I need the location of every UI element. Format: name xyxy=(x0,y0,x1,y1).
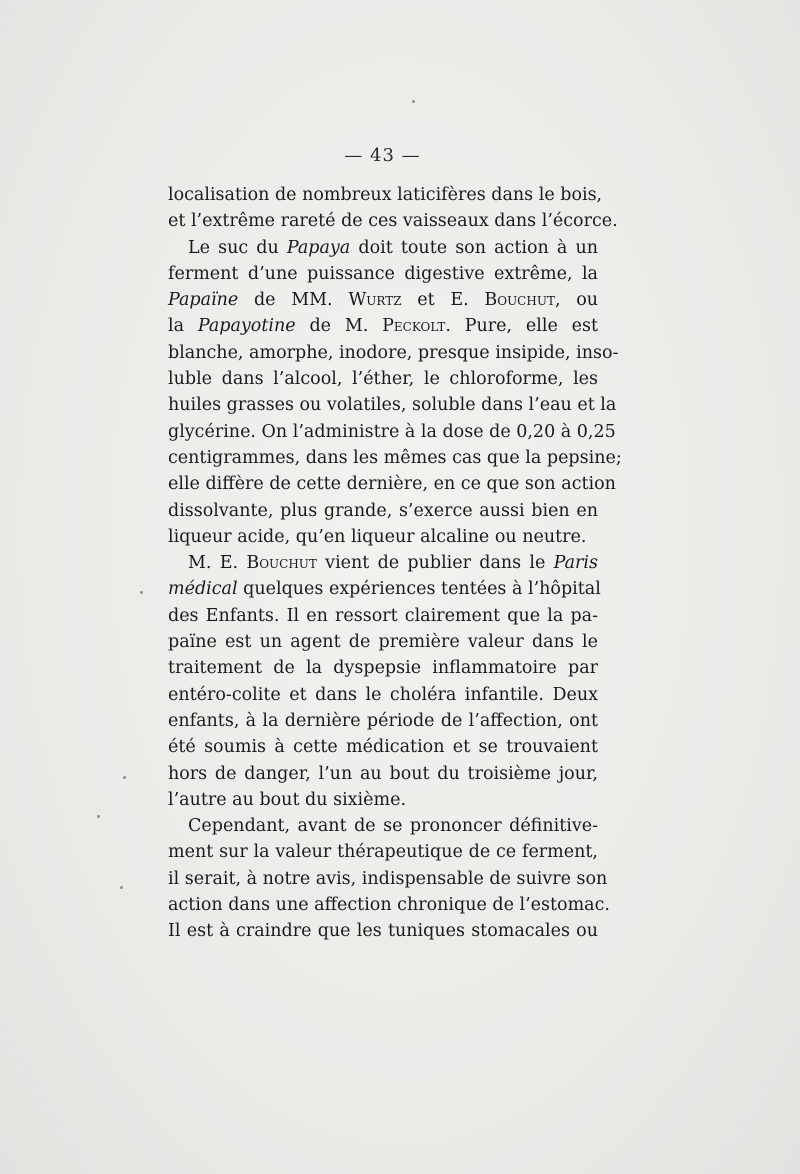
text-line: Il est à craindre que les tuniques stomacales ou xyxy=(168,921,598,942)
text-line: luble dans l’alcool, l’éther, le chloroforme, les xyxy=(168,369,598,390)
text-line: l’autre au bout du sixième. xyxy=(168,789,407,810)
paragraph-start-line: Cependant, avant de se prononcer définitive- xyxy=(188,816,598,837)
body-text xyxy=(168,182,622,945)
text-line: des Enfants. Il en ressort clairement que la pa- xyxy=(168,605,598,626)
text-line: médical quelques expériences tentées à l’hôpital xyxy=(168,579,601,600)
paper-speck xyxy=(120,886,123,889)
text-line: action dans une affection chronique de l’estomac. xyxy=(168,895,610,916)
text-line: ment sur la valeur thérapeutique de ce ferment, xyxy=(168,842,598,863)
text-line: Papaïne de MM. Wurtz et E. Bouchut, ou xyxy=(168,290,599,311)
paper-speck xyxy=(97,815,100,818)
text-line: huiles grasses ou volatiles, soluble dans l’eau et la xyxy=(168,395,617,416)
paragraph-start-line: M. E. Bouchut vient de publier dans le Paris xyxy=(188,553,598,574)
text-line: la Papayotine de M. Peckolt. Pure, elle est xyxy=(168,316,598,337)
text-line: localisation de nombreux laticifères dans le bois, xyxy=(168,185,603,205)
text-line: centigrammes, dans les mêmes cas que la pepsine; xyxy=(168,447,622,468)
paper-speck xyxy=(412,100,415,103)
text-line: enfants, à la dernière période de l’affection, ont xyxy=(168,710,598,731)
text-line: été soumis à cette médication et se trouvaient xyxy=(168,737,598,758)
text-line: elle diffère de cette dernière, en ce que son action xyxy=(168,474,616,495)
text-line: entéro-colite et dans le choléra infantile. Deux xyxy=(168,684,598,705)
text-line: et l’extrême rareté de ces vaisseaux dans l’écorce. xyxy=(168,211,618,232)
text-line: dissolvante, plus grande, s’exerce aussi bien en xyxy=(168,500,598,521)
page-number: — 43 — xyxy=(344,145,421,166)
text-line: il serait, à notre avis, indispensable de suivre son xyxy=(168,868,608,889)
text-line: païne est un agent de première valeur dans le xyxy=(168,632,598,653)
paper-speck xyxy=(123,776,126,779)
paper-speck xyxy=(140,591,143,594)
text-line: traitement de la dyspepsie inflammatoire par xyxy=(168,658,598,679)
paragraph-start-line: Le suc du Papaya doit toute son action à un xyxy=(188,237,598,258)
text-line: liqueur acide, qu’en liqueur alcaline ou neutre. xyxy=(168,526,587,547)
text-line: ferment d’une puissance digestive extrême, la xyxy=(168,263,598,284)
text-line: glycérine. On l’administre à la dose de 0,20 à 0,25 xyxy=(168,421,616,442)
text-line: blanche, amorphe, inodore, presque insipide, inso- xyxy=(168,342,619,363)
text-line: hors de danger, l’un au bout du troisième jour, xyxy=(168,763,598,784)
